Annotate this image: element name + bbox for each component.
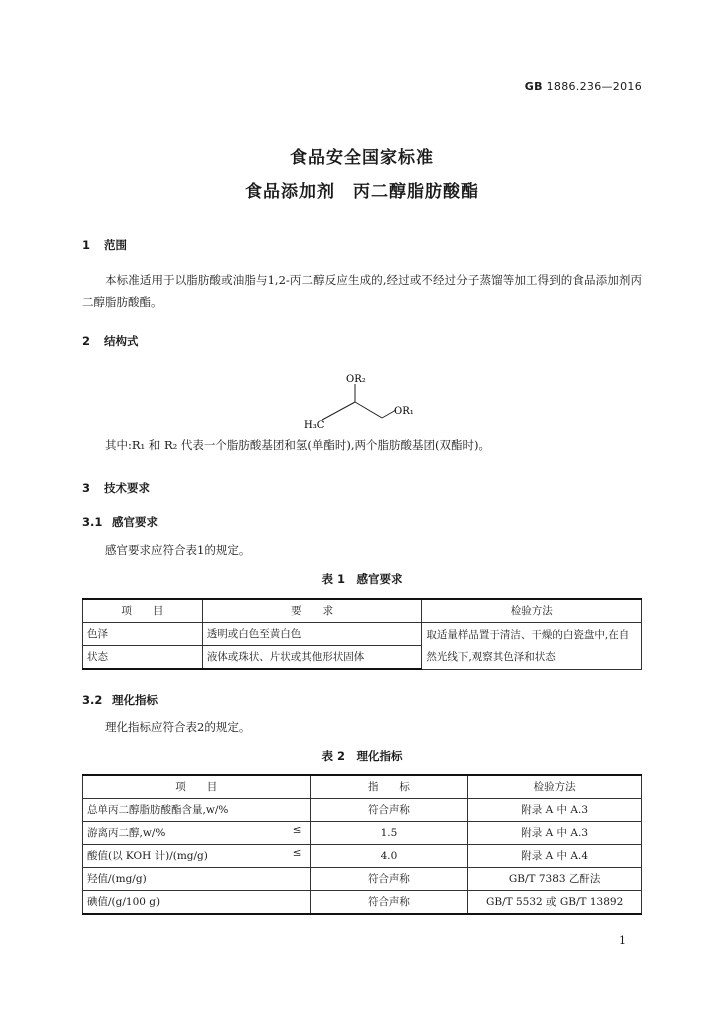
structural-formula xyxy=(300,368,430,430)
formula-diagram xyxy=(300,368,430,430)
item-cell xyxy=(83,799,311,822)
item-cell xyxy=(83,891,311,915)
method-cell: 附录 A 中 A.3 xyxy=(468,822,642,845)
table-header-row xyxy=(83,775,642,799)
value-cell: 4.0 xyxy=(310,845,468,868)
section-1-text: 本标准适用于以脂肪酸或油脂与1,2-丙二醇反应生成的,经过或不经过分子蒸馏等加工得到的食品添加剂丙二醇脂肪酸酯。 xyxy=(82,273,642,309)
item-label: 游离丙二醇,w/% xyxy=(87,827,166,839)
formula-left-group: H₃C xyxy=(304,420,325,430)
section-3-heading xyxy=(82,480,150,496)
operator: ≤ xyxy=(292,824,302,836)
item-label: 碘值/(g/100 g) xyxy=(87,896,161,908)
section-title: 技术要求 xyxy=(104,481,150,495)
operator: ≤ xyxy=(292,847,302,859)
method-cell: GB/T 7383 乙酐法 xyxy=(468,868,642,891)
method-cell: 附录 A 中 A.4 xyxy=(468,845,642,868)
table-row xyxy=(83,822,642,845)
table-row xyxy=(83,845,642,868)
method-cell: 附录 A 中 A.3 xyxy=(468,799,642,822)
requirement-cell: 液体或珠状、片状或其他形状固体 xyxy=(202,646,422,670)
section-3-2-heading xyxy=(82,692,158,708)
section-title: 感官要求 xyxy=(112,515,158,529)
section-title: 范围 xyxy=(104,238,127,252)
value-cell: 1.5 xyxy=(310,822,468,845)
section-2-text: 其中:R₁ 和 R₂ 代表一个脂肪酸基团和氢(单酯时),两个脂肪酸基团(双酯时)。 xyxy=(105,438,490,452)
section-3-1-heading xyxy=(82,514,158,530)
method-cell: 取适量样品置于清洁、干燥的白瓷盘中,在自然光线下,观察其色泽和状态 xyxy=(422,623,642,670)
value-cell: 符合声称 xyxy=(310,799,468,822)
header-cell: 要 求 xyxy=(202,599,422,623)
document-subtitle: 食品添加剂 丙二醇脂肪酸酯 xyxy=(245,182,479,202)
table-row xyxy=(83,799,642,822)
section-number: 3 xyxy=(82,481,91,495)
section-number: 3.1 xyxy=(82,515,103,529)
formula-top-group: OR₂ xyxy=(346,374,366,385)
document-title: 食品安全国家标准 xyxy=(290,148,434,168)
table-row xyxy=(83,891,642,915)
item-cell xyxy=(83,868,311,891)
method-cell: GB/T 5532 或 GB/T 13892 xyxy=(468,891,642,915)
section-number: 3.2 xyxy=(82,693,103,707)
physicochemical-indicators-table xyxy=(82,774,642,915)
item-label: 酸值(以 KOH 计)/(mg/g) xyxy=(87,850,208,862)
item-cell xyxy=(83,822,311,845)
item-label: 总单丙二醇脂肪酸酯含量,w/% xyxy=(87,804,229,816)
table-row xyxy=(83,623,642,646)
table-2-title: 表 2 理化指标 xyxy=(321,749,403,763)
table-1-title: 表 1 感官要求 xyxy=(321,572,403,586)
section-3-2-text: 理化指标应符合表2的规定。 xyxy=(105,720,251,734)
item-cell: 色泽 xyxy=(83,623,203,646)
section-title: 结构式 xyxy=(104,334,139,348)
item-cell xyxy=(83,845,311,868)
formula-right-group: OR₁ xyxy=(394,406,414,417)
table-header-row xyxy=(83,599,642,623)
section-1-heading xyxy=(82,237,127,253)
page-number: 1 xyxy=(619,934,626,947)
item-cell: 状态 xyxy=(83,646,203,670)
standard-prefix: GB xyxy=(524,80,543,93)
header-cell: 指 标 xyxy=(310,775,468,799)
standard-code xyxy=(525,80,642,93)
section-title: 理化指标 xyxy=(112,693,158,707)
value-cell: 符合声称 xyxy=(310,891,468,915)
table-row xyxy=(83,868,642,891)
header-cell: 项 目 xyxy=(83,599,203,623)
section-3-1-text: 感官要求应符合表1的规定。 xyxy=(105,543,251,557)
item-label: 羟值/(mg/g) xyxy=(87,873,147,885)
sensory-requirements-table xyxy=(82,598,642,670)
section-2-heading xyxy=(82,333,139,349)
header-cell: 检验方法 xyxy=(422,599,642,623)
requirement-cell: 透明或白色至黄白色 xyxy=(202,623,422,646)
value-cell: 符合声称 xyxy=(310,868,468,891)
section-number: 2 xyxy=(82,334,91,348)
header-cell: 检验方法 xyxy=(468,775,642,799)
standard-number: 1886.236—2016 xyxy=(546,80,642,93)
section-number: 1 xyxy=(82,238,91,252)
header-cell: 项 目 xyxy=(83,775,311,799)
